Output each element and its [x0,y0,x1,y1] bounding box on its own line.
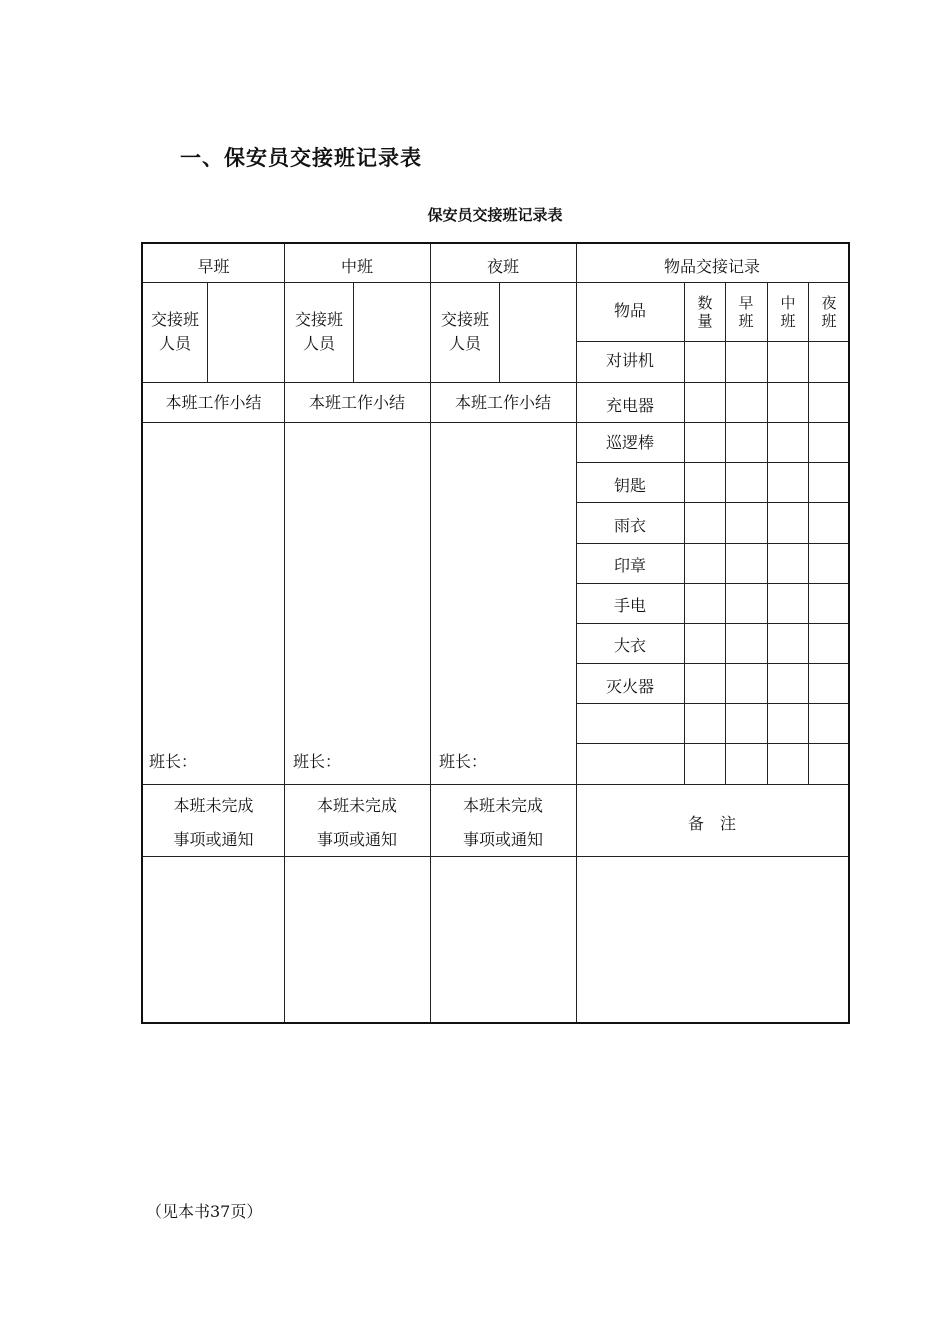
item-raincoat: 雨衣 [613,516,646,535]
middle-unfinished-line2: 事项或通知 [316,830,397,849]
item-seal: 印章 [613,556,646,575]
handover-form [141,242,850,1024]
morning-unfinished-line1: 本班未完成 [173,796,254,815]
col-morning-header: 早班 [738,294,754,330]
item-overcoat: 大衣 [613,636,646,655]
middle-leader-label: 班长： [293,752,342,771]
col-qty-header: 数量 [697,294,713,330]
col-rule-item-2 [725,282,726,784]
middle-unfinished-line1: 本班未完成 [316,796,397,815]
morning-summary-label: 本班工作小结 [165,393,262,412]
col-rule-1 [284,244,285,1022]
middle-staff-label: 交接班人员 [294,310,343,353]
col-item-header: 物品 [613,301,646,320]
night-summary-label: 本班工作小结 [454,393,551,412]
col-rule-item-1 [684,282,685,784]
night-unfinished-line1: 本班未完成 [462,796,543,815]
morning-leader-label: 班长： [149,752,198,771]
item-flashlight: 手电 [613,596,646,615]
rule-header-bottom [143,282,848,283]
rule-summary-label-bottom [143,422,576,423]
col-rule-item-4 [808,282,809,784]
item-charger: 充电器 [605,396,654,415]
night-leader-label: 班长： [439,752,488,771]
shift-morning-header: 早班 [197,257,230,276]
morning-unfinished-line2: 事项或通知 [173,830,254,849]
rule-unfinished-bottom [143,856,848,857]
table-caption: 保安员交接班记录表 [427,206,563,224]
items-handover-header: 物品交接记录 [663,257,760,276]
item-baton: 巡逻棒 [605,433,654,452]
item-keys: 钥匙 [613,476,646,495]
item-extinguisher: 灭火器 [605,677,654,696]
night-staff-label: 交接班人员 [440,310,489,353]
page-reference-footnote: （见本书37页） [146,1202,263,1221]
shift-night-header: 夜班 [486,257,519,276]
rule-staff-bottom [143,382,576,383]
col-rule-staff-1 [207,282,208,382]
col-rule-staff-2 [353,282,354,382]
col-rule-staff-3 [499,282,500,382]
page-heading: 一、保安员交接班记录表 [180,146,422,170]
rule-summary-bottom [143,784,848,785]
col-rule-item-3 [767,282,768,784]
col-rule-2 [430,244,431,1022]
item-walkie-talkie: 对讲机 [605,351,654,370]
night-unfinished-line2: 事项或通知 [462,830,543,849]
remarks-label: 备 注 [687,814,736,833]
morning-staff-label: 交接班人员 [150,310,199,353]
col-middle-header: 中班 [780,294,796,330]
middle-summary-label: 本班工作小结 [308,393,405,412]
shift-middle-header: 中班 [340,257,373,276]
col-night-header: 夜班 [821,294,837,330]
